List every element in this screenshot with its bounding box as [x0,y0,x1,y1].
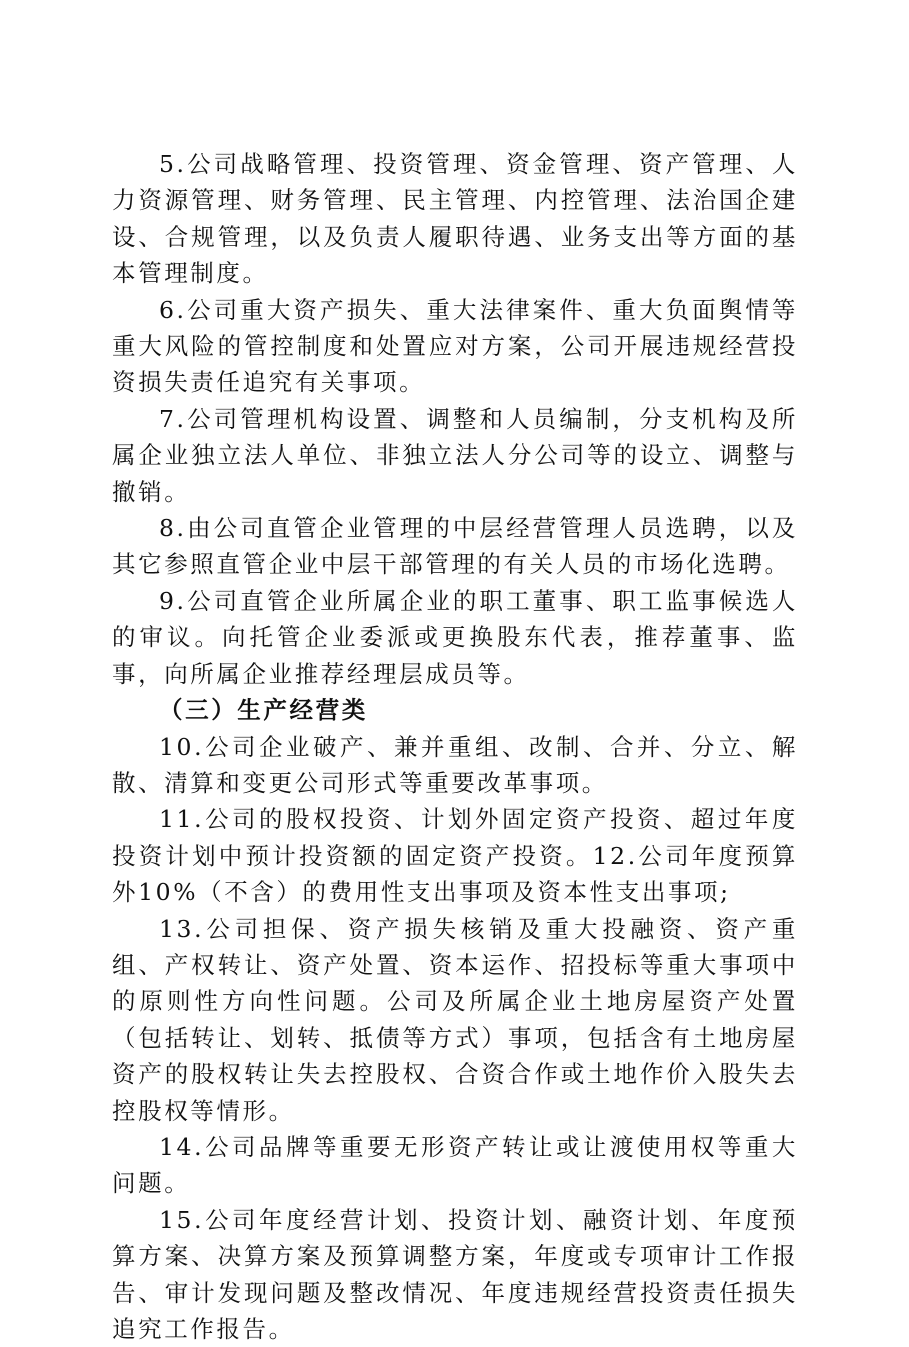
paragraph-item-14: 14.公司品牌等重要无形资产转让或让渡使用权等重大问题。 [112,1132,798,1198]
paragraph-item-11-12: 11.公司的股权投资、计划外固定资产投资、超过年度投资计划中预计投资额的固定资产投资。12.公司年度预算外10%（不含）的费用性支出事项及资本性支出事项; [112,805,798,907]
paragraph-item-5: 5.公司战略管理、投资管理、资金管理、资产管理、人力资源管理、财务管理、民主管理、内控管理、法治国企建设、合规管理，以及负责人履职待遇、业务支出等方面的基本管理制度。 [112,150,798,288]
paragraph-item-10: 10.公司企业破产、兼并重组、改制、合并、分立、解散、清算和变更公司形式等重要改革事项。 [112,732,798,797]
document-body [112,146,798,1347]
paragraph-item-6: 6.公司重大资产损失、重大法律案件、重大负面舆情等重大风险的管控制度和处置应对方案，公司开展违规经营投资损失责任追究有关事项。 [112,295,798,397]
paragraph-item-15: 15.公司年度经营计划、投资计划、融资计划、年度预算方案、决算方案及预算调整方案，年度或专项审计工作报告、审计发现问题及整改情况、年度违规经营投资责任损失追究工作报告。 [112,1205,798,1343]
paragraph-item-9: 9.公司直管企业所属企业的职工董事、职工监事候选人的审议。向托管企业委派或更换股东代表，推荐董事、监事，向所属企业推荐经理层成员等。 [112,586,798,688]
section-heading: （三）生产经营类 [159,696,368,725]
paragraph-item-13: 13.公司担保、资产损失核销及重大投融资、资产重组、产权转让、资产处置、资本运作、招投标等重大事项中的原则性方向性问题。公司及所属企业土地房屋资产处置（包括转让、划转、抵债等方式）事项，包括含有土地房屋资产的股权转让失去控股权、合资合作或土地作价入股失去控股权等情形。 [112,914,798,1125]
paragraph-item-7: 7.公司管理机构设置、调整和人员编制，分支机构及所属企业独立法人单位、非独立法人分公司等的设立、调整与撤销。 [112,404,798,506]
paragraph-item-8: 8.由公司直管企业管理的中层经营管理人员选聘，以及其它参照直管企业中层干部管理的有关人员的市场化选聘。 [112,514,798,579]
